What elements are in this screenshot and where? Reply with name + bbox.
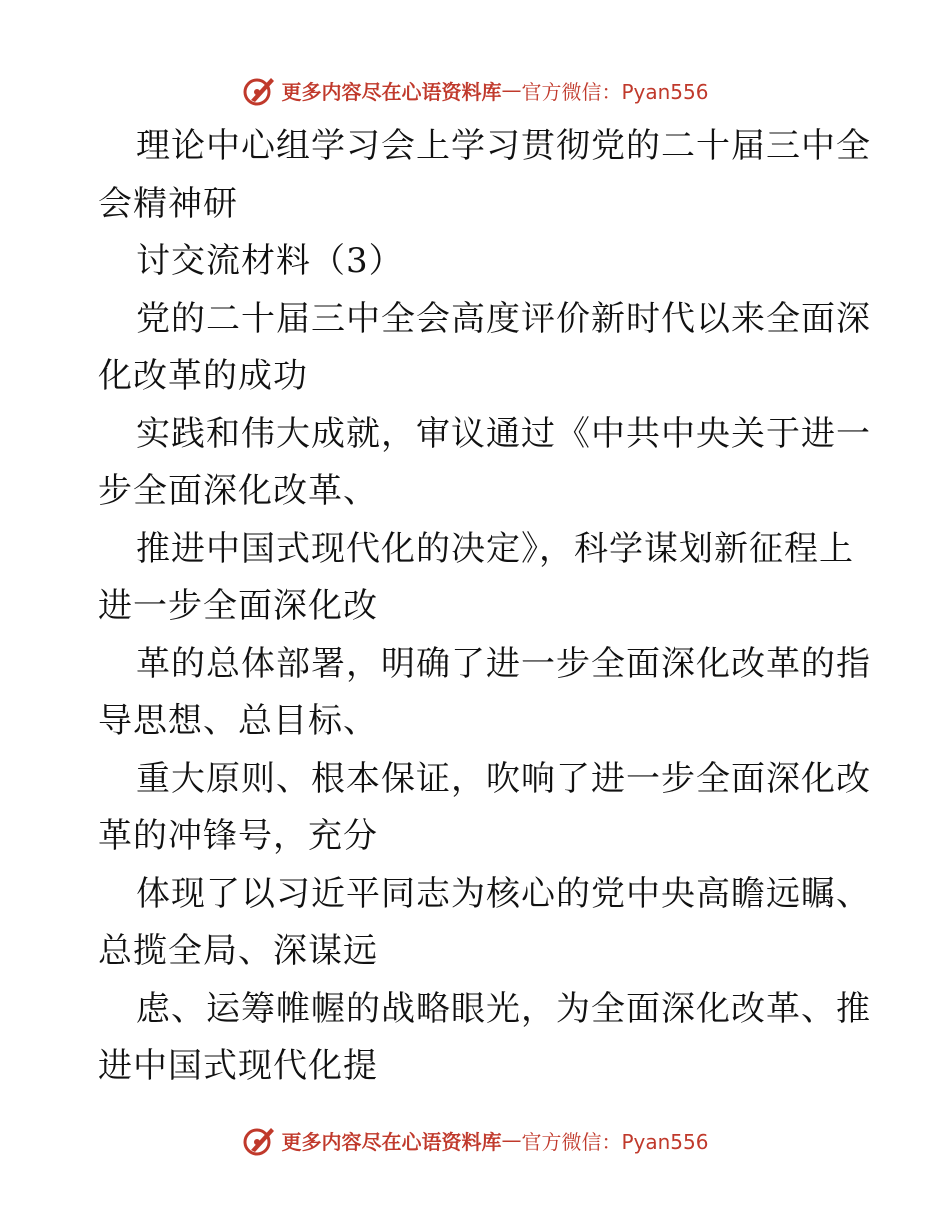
text-line: 体现了以习近平同志为核心的党中央高瞻远瞩、 — [136, 873, 871, 914]
text-line: 进一步全面深化改 — [98, 586, 378, 626]
text-line: 革的冲锋号，充分 — [98, 816, 378, 856]
text-line: 重大原则、根本保证，吹响了进一步全面深化改 — [136, 758, 871, 799]
text-line: 化改革的成功 — [98, 356, 308, 396]
text-line: 进中国式现代化提 — [98, 1046, 378, 1086]
watermark-wechat: 官方微信：Pyan556 — [521, 79, 709, 104]
text-line: 讨交流材料（3） — [136, 241, 404, 281]
watermark-separator: — — [501, 1128, 522, 1152]
text-line: 革的总体部署，明确了进一步全面深化改革的指 — [136, 643, 871, 684]
header-watermark — [0, 70, 950, 110]
text-line: 总揽全局、深谋远 — [98, 931, 378, 971]
document-body — [98, 118, 871, 1096]
text-line: 导思想、总目标、 — [98, 701, 378, 741]
watermark-brand: 更多内容尽在心语资料库 — [281, 1129, 502, 1154]
watermark-separator: — — [501, 78, 522, 102]
text-line: 实践和伟大成就，审议通过《中共中央关于进一 — [136, 413, 871, 454]
text-line: 步全面深化改革、 — [98, 471, 378, 511]
quill-logo-icon — [241, 1122, 277, 1158]
quill-logo-icon — [241, 72, 277, 108]
footer-watermark — [0, 1120, 950, 1160]
text-line: 虑、运筹帷幄的战略眼光，为全面深化改革、推 — [136, 988, 871, 1029]
text-line: 推进中国式现代化的决定》，科学谋划新征程上 — [136, 528, 854, 569]
text-line: 理论中心组学习会上学习贯彻党的二十届三中全 — [136, 126, 871, 166]
watermark-brand: 更多内容尽在心语资料库 — [281, 79, 502, 104]
watermark-wechat: 官方微信：Pyan556 — [521, 1129, 709, 1154]
text-line: 会精神研 — [98, 183, 238, 224]
text-line: 党的二十届三中全会高度评价新时代以来全面深 — [136, 298, 871, 339]
